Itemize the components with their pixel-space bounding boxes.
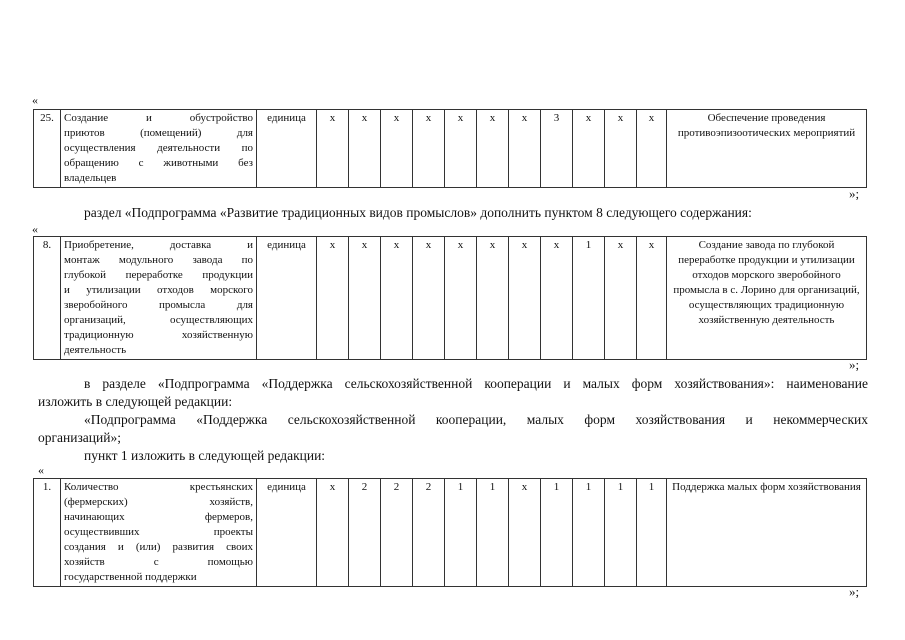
value-cell: х [445,110,477,188]
close-quote: »; [849,584,860,599]
row-description: Приобретение, доставка и монтаж модульного завода по глубокой переработке продукции и утилизации отходов морского зверобойного промысла для организаций, осуществляющих традиционную хозяйственную деятельность [61,237,257,360]
row-unit: единица [257,237,317,360]
value-cell: х [509,110,541,188]
value-cell: 1 [445,479,477,587]
value-cell: 1 [541,479,573,587]
paragraph: «Подпрограмма «Поддержка сельскохозяйственной кооперации, малых форм хозяйствования и некоммерческих [84,412,868,427]
close-quote: »; [849,186,860,201]
value-cell: 1 [573,479,605,587]
value-cell: х [317,237,349,360]
value-cell: х [541,237,573,360]
value-cell: х [381,110,413,188]
value-cell: х [477,110,509,188]
value-cell: 3 [541,110,573,188]
value-cell: 2 [349,479,381,587]
value-cell: х [413,237,445,360]
value-cell: х [413,110,445,188]
value-cell: х [637,110,667,188]
value-cell: 2 [381,479,413,587]
row-description: Создание и обустройство приютов (помещений) для осуществления деятельности по обращению с животными без владельцев [61,110,257,188]
value-cell: 1 [477,479,509,587]
value-cell: х [317,110,349,188]
value-cell: х [573,110,605,188]
paragraph: организаций»; [38,430,121,445]
value-cell: х [381,237,413,360]
value-cell: х [637,237,667,360]
value-cell: х [445,237,477,360]
open-quote: « [32,222,38,236]
value-cell: 1 [637,479,667,587]
row-number: 8. [34,237,61,360]
paragraph: в разделе «Подпрограмма «Поддержка сельскохозяйственной кооперации и малых форм хозяйствования»: наименование [84,376,868,391]
value-cell: х [509,237,541,360]
value-cell: х [605,110,637,188]
table-row [33,236,867,360]
value-cell: х [605,237,637,360]
value-cell: 1 [605,479,637,587]
paragraph: изложить в следующей редакции: [38,394,233,409]
open-quote: « [32,93,38,107]
value-cell: х [349,237,381,360]
value-cell: х [349,110,381,188]
close-quote: »; [849,357,860,372]
row-result: Обеспечение проведения противоэпизоотических мероприятий [667,110,867,188]
paragraph: раздел «Подпрограмма «Развитие традиционных видов промыслов» дополнить пунктом 8 следующего содержания: [84,205,752,220]
row-number: 1. [34,479,61,587]
row-description: Количество крестьянских (фермерских) хозяйств, начинающих фермеров, осуществивших проекты создания и (или) развития своих хозяйств с помощью государственной поддержки [61,479,257,587]
table-row [33,478,867,587]
value-cell: х [477,237,509,360]
value-cell: 2 [413,479,445,587]
row-unit: единица [257,110,317,188]
value-cell: 1 [573,237,605,360]
value-cell: х [509,479,541,587]
open-quote: « [38,463,44,477]
value-cell: х [317,479,349,587]
row-result: Создание завода по глубокой переработке продукции и утилизации отходов морского зверобойного промысла в с. Лорино для организаций, осуществляющих традиционную хозяйственную деятельность [667,237,867,360]
table-row [33,109,867,188]
row-unit: единица [257,479,317,587]
row-number: 25. [34,110,61,188]
row-result: Поддержка малых форм хозяйствования [667,479,867,587]
paragraph: пункт 1 изложить в следующей редакции: [84,448,326,463]
